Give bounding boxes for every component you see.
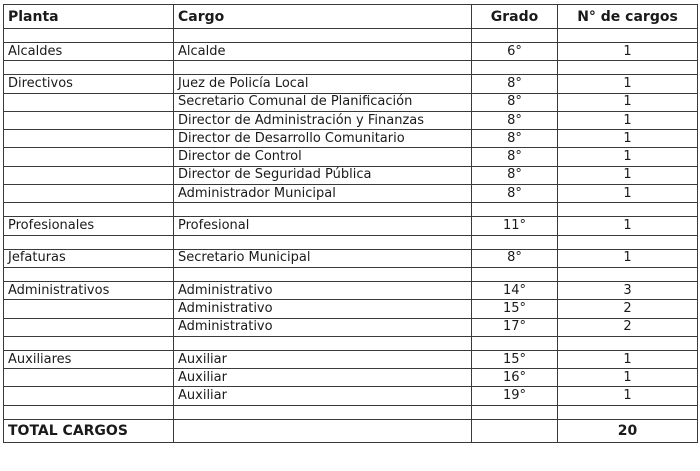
total-label: TOTAL CARGOS xyxy=(4,419,174,442)
spacer-row xyxy=(4,405,698,419)
header-row xyxy=(4,5,698,29)
empty-cell xyxy=(472,235,558,249)
cell-grado: 17° xyxy=(472,318,558,336)
total-empty-cell xyxy=(174,419,472,442)
cell-grado: 8° xyxy=(472,111,558,129)
empty-cell xyxy=(4,336,174,350)
empty-cell xyxy=(174,235,472,249)
cell-cargo: Administrativo xyxy=(174,281,472,299)
empty-cell xyxy=(472,61,558,75)
table-row xyxy=(4,43,698,61)
cell-grado: 15° xyxy=(472,350,558,368)
cell-grado: 8° xyxy=(472,75,558,93)
cell-n-cargos: 1 xyxy=(558,217,698,235)
cell-grado: 14° xyxy=(472,281,558,299)
cell-planta xyxy=(4,130,174,148)
table-row xyxy=(4,350,698,368)
cell-n-cargos: 1 xyxy=(558,148,698,166)
cell-planta xyxy=(4,369,174,387)
spacer-row xyxy=(4,61,698,75)
cell-grado: 8° xyxy=(472,130,558,148)
cell-grado: 8° xyxy=(472,166,558,184)
cell-planta: Directivos xyxy=(4,75,174,93)
cell-grado: 16° xyxy=(472,369,558,387)
empty-cell xyxy=(4,405,174,419)
cell-cargo: Director de Control xyxy=(174,148,472,166)
table-row xyxy=(4,130,698,148)
empty-cell xyxy=(558,405,698,419)
cell-n-cargos: 2 xyxy=(558,300,698,318)
total-value: 20 xyxy=(558,419,698,442)
cell-planta: Profesionales xyxy=(4,217,174,235)
header-n-cargos: N° de cargos xyxy=(558,5,698,29)
table-row xyxy=(4,75,698,93)
cell-grado: 8° xyxy=(472,249,558,267)
empty-cell xyxy=(472,336,558,350)
table-row xyxy=(4,281,698,299)
cell-planta xyxy=(4,166,174,184)
empty-cell xyxy=(174,61,472,75)
table-row xyxy=(4,148,698,166)
cell-grado: 8° xyxy=(472,148,558,166)
empty-cell xyxy=(472,203,558,217)
cell-n-cargos: 1 xyxy=(558,185,698,203)
empty-cell xyxy=(4,29,174,43)
cell-cargo: Auxiliar xyxy=(174,369,472,387)
empty-cell xyxy=(558,61,698,75)
cell-n-cargos: 1 xyxy=(558,350,698,368)
spacer-row xyxy=(4,29,698,43)
cell-planta: Administrativos xyxy=(4,281,174,299)
header-planta: Planta xyxy=(4,5,174,29)
table-row xyxy=(4,249,698,267)
cell-planta xyxy=(4,185,174,203)
cell-grado: 6° xyxy=(472,43,558,61)
empty-cell xyxy=(174,405,472,419)
cell-planta: Auxiliares xyxy=(4,350,174,368)
cell-n-cargos: 1 xyxy=(558,111,698,129)
cell-cargo: Administrativo xyxy=(174,300,472,318)
cell-grado: 19° xyxy=(472,387,558,405)
cell-cargo: Profesional xyxy=(174,217,472,235)
cell-planta xyxy=(4,300,174,318)
cell-planta xyxy=(4,387,174,405)
cell-n-cargos: 1 xyxy=(558,75,698,93)
cell-grado: 8° xyxy=(472,93,558,111)
empty-cell xyxy=(558,235,698,249)
cell-planta xyxy=(4,148,174,166)
cell-n-cargos: 2 xyxy=(558,318,698,336)
cell-cargo: Director de Administración y Finanzas xyxy=(174,111,472,129)
table-row xyxy=(4,369,698,387)
table-body xyxy=(4,29,698,420)
table-row xyxy=(4,300,698,318)
empty-cell xyxy=(472,267,558,281)
empty-cell xyxy=(174,29,472,43)
table-row xyxy=(4,111,698,129)
total-row xyxy=(4,419,698,442)
header-grado: Grado xyxy=(472,5,558,29)
cell-planta: Jefaturas xyxy=(4,249,174,267)
cell-n-cargos: 1 xyxy=(558,93,698,111)
total-empty-cell xyxy=(472,419,558,442)
header-cargo: Cargo xyxy=(174,5,472,29)
empty-cell xyxy=(4,203,174,217)
empty-cell xyxy=(472,405,558,419)
table-row xyxy=(4,166,698,184)
empty-cell xyxy=(4,61,174,75)
cell-cargo: Auxiliar xyxy=(174,387,472,405)
empty-cell xyxy=(558,29,698,43)
cell-cargo: Auxiliar xyxy=(174,350,472,368)
cell-planta xyxy=(4,318,174,336)
cell-cargo: Secretario Municipal xyxy=(174,249,472,267)
spacer-row xyxy=(4,203,698,217)
table-row xyxy=(4,93,698,111)
cell-cargo: Director de Desarrollo Comunitario xyxy=(174,130,472,148)
cell-cargo: Secretario Comunal de Planificación xyxy=(174,93,472,111)
cell-cargo: Administrador Municipal xyxy=(174,185,472,203)
table-row xyxy=(4,318,698,336)
cell-grado: 8° xyxy=(472,185,558,203)
empty-cell xyxy=(558,203,698,217)
empty-cell xyxy=(4,267,174,281)
table-row xyxy=(4,185,698,203)
empty-cell xyxy=(174,267,472,281)
cell-n-cargos: 1 xyxy=(558,369,698,387)
empty-cell xyxy=(4,235,174,249)
cargos-table xyxy=(3,4,698,443)
empty-cell xyxy=(472,29,558,43)
cell-n-cargos: 3 xyxy=(558,281,698,299)
empty-cell xyxy=(174,336,472,350)
cell-n-cargos: 1 xyxy=(558,387,698,405)
table-row xyxy=(4,387,698,405)
spacer-row xyxy=(4,235,698,249)
empty-cell xyxy=(558,267,698,281)
cell-planta xyxy=(4,111,174,129)
cell-planta: Alcaldes xyxy=(4,43,174,61)
cell-n-cargos: 1 xyxy=(558,130,698,148)
cell-n-cargos: 1 xyxy=(558,43,698,61)
table-row xyxy=(4,217,698,235)
cell-planta xyxy=(4,93,174,111)
empty-cell xyxy=(174,203,472,217)
cell-cargo: Director de Seguridad Pública xyxy=(174,166,472,184)
cell-grado: 15° xyxy=(472,300,558,318)
cell-n-cargos: 1 xyxy=(558,249,698,267)
spacer-row xyxy=(4,267,698,281)
empty-cell xyxy=(558,336,698,350)
spacer-row xyxy=(4,336,698,350)
cell-grado: 11° xyxy=(472,217,558,235)
cell-cargo: Administrativo xyxy=(174,318,472,336)
cell-n-cargos: 1 xyxy=(558,166,698,184)
cell-cargo: Alcalde xyxy=(174,43,472,61)
cell-cargo: Juez de Policía Local xyxy=(174,75,472,93)
